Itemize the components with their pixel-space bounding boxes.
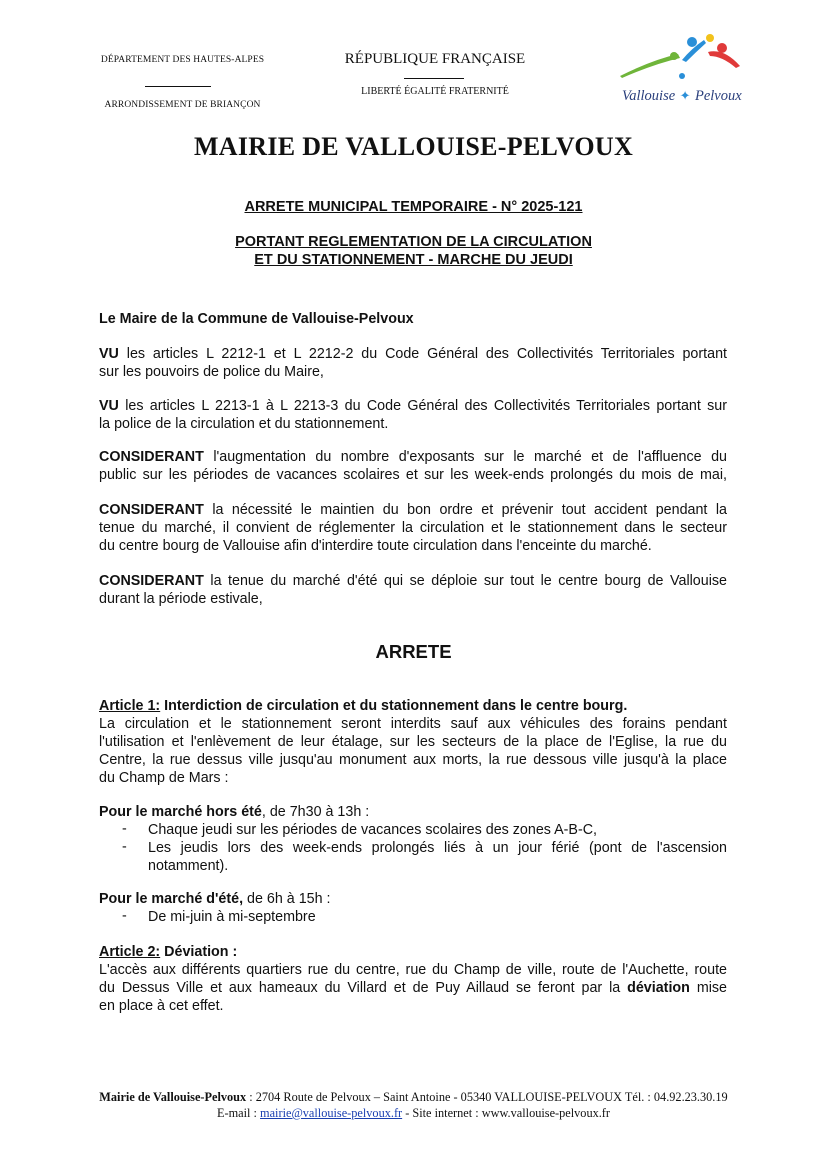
- vu-paragraph-2: [99, 397, 727, 433]
- vu-2-text: les articles L 2213-1 à L 2213-3 du Code Général des Collectivités Territoriales portant sur: [125, 398, 728, 414]
- article-1-text: Centre, la rue dessus ville jusqu'au monument aux morts, la rue dessous ville jusqu'à la place: [99, 752, 727, 768]
- considerant-2-text-end: du centre bourg de Vallouise afin d'interdire toute circulation dans l'enceinte du marché.: [99, 538, 652, 554]
- considerant-paragraph-1: [99, 448, 727, 484]
- logo-text-pelvoux: Pelvoux: [694, 88, 742, 104]
- vu-label: VU: [99, 398, 119, 414]
- footer-email-link[interactable]: mairie@vallouise-pelvoux.fr: [260, 1106, 403, 1120]
- considerant-3-text-cont: durant la période estivale,: [99, 591, 263, 607]
- page-title: MAIRIE DE VALLOUISE-PELVOUX: [193, 132, 634, 161]
- departement-label: DÉPARTEMENT DES HAUTES-ALPES: [100, 55, 265, 65]
- vu-1-text-cont: sur les pouvoirs de police du Maire,: [99, 364, 324, 380]
- article-1-heading: Interdiction de circulation et du stationnement dans le centre bourg.: [164, 698, 628, 714]
- article-2-label: Article 2:: [99, 944, 161, 960]
- marche-hors-ete-heading: [99, 803, 727, 821]
- list-item-text: Les jeudis lors des week-ends prolongés liés à un jour férié (pont de l'ascension: [148, 840, 727, 856]
- arrete-heading: ARRETE: [375, 641, 452, 662]
- list-bullet: -: [122, 821, 127, 837]
- header-divider-center: [404, 78, 464, 79]
- arrondissement-label: ARRONDISSEMENT DE BRIANÇON: [104, 100, 261, 110]
- logo-star-icon: ✦: [679, 88, 691, 103]
- deviation-keyword: déviation: [627, 980, 690, 996]
- maire-heading: Le Maire de la Commune de Vallouise-Pelvoux: [99, 311, 414, 327]
- considerant-paragraph-2: [99, 501, 727, 555]
- vu-label: VU: [99, 346, 119, 362]
- considerant-paragraph-3: [99, 572, 727, 608]
- vu-1-text: les articles L 2212-1 et L 2212-2 du Code Général des Collectivités Territoriales portant: [126, 346, 727, 362]
- article-1-label: Article 1:: [99, 698, 161, 714]
- footer-mairie-name: Mairie de Vallouise-Pelvoux: [99, 1090, 247, 1104]
- footer-address: [0, 1090, 827, 1105]
- footer-email-label: E-mail :: [217, 1106, 261, 1120]
- commune-logo: [612, 30, 772, 110]
- list-bullet: -: [122, 839, 127, 855]
- considerant-label: CONSIDERANT: [99, 573, 204, 589]
- considerant-1-text-cont: public sur les périodes de vacances scolaires et sur les week-ends prolongés du mois de mai,: [99, 467, 727, 483]
- republique-label: RÉPUBLIQUE FRANÇAISE: [344, 51, 526, 67]
- marche-ete-hours: de 6h à 15h :: [243, 891, 331, 907]
- considerant-1-text: l'augmentation du nombre d'exposants sur le marché et de l'affluence du: [213, 449, 727, 465]
- marche-ete-label: Pour le marché d'été,: [99, 891, 244, 907]
- article-1-text: l'utilisation et l'enlèvement de leur étalage, sur les secteurs de la place de l'Eglise, la rue du: [99, 734, 727, 750]
- article-2-text: du Dessus Ville et aux hameaux du Villard et de Puy Aillaud se feront par la: [99, 980, 621, 996]
- article-2: [99, 943, 727, 1015]
- logo-figures-icon: [612, 30, 772, 86]
- vu-2-text-cont: la police de la circulation et du stationnement.: [99, 416, 389, 432]
- article-2-text: L'accès aux différents quartiers rue du centre, rue du Champ de ville, route de l'Auchette, route: [99, 962, 727, 978]
- article-2-heading: Déviation :: [164, 944, 238, 960]
- considerant-2-text: la nécessité le maintien du bon ordre et prévenir tout accident pendant la: [212, 502, 727, 518]
- article-2-text: mise: [696, 980, 727, 996]
- devise-label: LIBERTÉ ÉGALITÉ FRATERNITÉ: [361, 86, 509, 97]
- considerant-label: CONSIDERANT: [99, 449, 204, 465]
- list-item: De mi-juin à mi-septembre: [148, 909, 316, 925]
- list-item-text-cont: notamment).: [148, 858, 229, 874]
- marche-hors-ete-hours: , de 7h30 à 13h :: [261, 804, 370, 820]
- vu-paragraph-1: [99, 345, 727, 381]
- considerant-3-text: la tenue du marché d'été qui se déploie sur tout le centre bourg de Vallouise: [210, 573, 727, 589]
- arrete-subject-line-1: PORTANT REGLEMENTATION DE LA CIRCULATION: [235, 234, 592, 250]
- considerant-2-text-cont: tenue du marché, il convient de réglementer la circulation et le stationnement dans le secteur: [99, 520, 727, 536]
- arrete-subject: [0, 233, 827, 269]
- list-item: Chaque jeudi sur les périodes de vacances scolaires des zones A-B-C,: [148, 822, 598, 838]
- considerant-label: CONSIDERANT: [99, 502, 204, 518]
- list-bullet: -: [122, 908, 127, 924]
- article-1: [99, 697, 727, 787]
- footer-address-text: : 2704 Route de Pelvoux – Saint Antoine - 05340 VALLOUISE-PELVOUX Tél. : 04.92.23.30.19: [246, 1090, 728, 1104]
- article-1-text: du Champ de Mars :: [99, 770, 229, 786]
- marche-ete-heading: [99, 890, 727, 908]
- article-2-text: en place à cet effet.: [99, 998, 224, 1014]
- arrete-number-title: ARRETE MUNICIPAL TEMPORAIRE - N° 2025-121: [244, 199, 583, 215]
- footer-contact: [0, 1106, 827, 1121]
- footer-website: - Site internet : www.vallouise-pelvoux.fr: [402, 1106, 610, 1120]
- header-divider-left: [145, 86, 211, 87]
- logo-text-vallouise: Vallouise: [622, 88, 676, 104]
- list-item: [148, 839, 727, 875]
- article-1-text: La circulation et le stationnement seront interdits sauf aux véhicules des forains pendant: [99, 716, 727, 732]
- arrete-subject-line-2: ET DU STATIONNEMENT - MARCHE DU JEUDI: [254, 252, 573, 268]
- marche-hors-ete-label: Pour le marché hors été: [99, 804, 262, 820]
